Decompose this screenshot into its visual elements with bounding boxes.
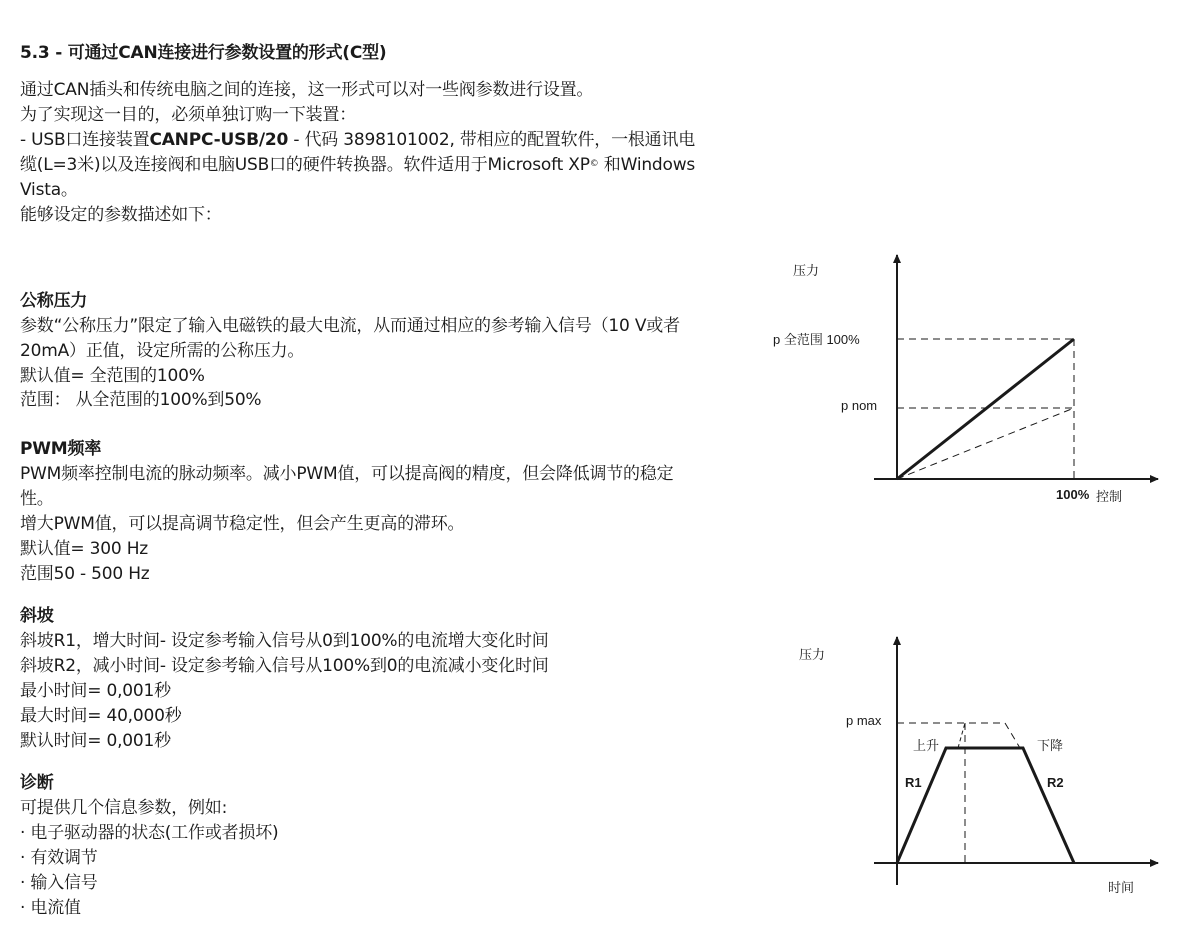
nominal-pressure-line-3: 默认值= 全范围的100% — [20, 366, 205, 386]
diagnostics-item: · 电流值 — [20, 898, 81, 918]
intro-line-1: 通过CAN插头和传统电脑之间的连接，这一形式可以对一些阀参数进行设置。 — [20, 80, 594, 100]
diagnostics-item: · 输入信号 — [20, 873, 98, 893]
nominal-pressure-line-1: 参数“公称压力”限定了输入电磁铁的最大电流，从而通过相应的参考输入信号（10 V或者 — [20, 316, 680, 336]
pwm-line-4: 默认值= 300 Hz — [20, 539, 149, 559]
y-axis-label: 压力 — [793, 263, 820, 278]
ramp-ideal-profile — [897, 723, 1020, 748]
copyright-mark: © — [589, 159, 599, 169]
p-nom-label: p nom — [841, 398, 878, 413]
fall-label: 下降 — [1037, 738, 1064, 753]
diagnostics-item: · 电子驱动器的状态(工作或者损坏) — [20, 823, 279, 843]
intro-line-6: 能够设定的参数描述如下： — [20, 205, 222, 225]
x-tick-label: 100% — [1056, 487, 1090, 502]
r2-label: R2 — [1047, 775, 1064, 790]
ramp-line-1: 斜坡R1，增大时间- 设定参考输入信号从0到100%的电流增大变化时间 — [20, 631, 549, 651]
intro-line-2: 为了实现这一目的，必须单独订购一下装置： — [20, 105, 356, 125]
ramp-line-5: 默认时间= 0,001秒 — [20, 731, 171, 751]
pwm-line-3: 增大PWM值，可以提高调节稳定性，但会产生更高的滞环。 — [20, 514, 465, 534]
nominal-pressure-title: 公称压力 — [20, 291, 88, 311]
pwm-line-2: 性。 — [20, 489, 54, 509]
intro-line-4-suffix: 和Windows — [598, 155, 696, 175]
pwm-line-1: PWM频率控制电流的脉动频率。减小PWM值，可以提高阀的精度，但会降低调节的稳定 — [20, 464, 674, 484]
diagnostics-item: · 有效调节 — [20, 848, 98, 868]
p-full-label: p 全范围 100% — [773, 332, 860, 347]
diagnostics-line-1: 可提供几个信息参数，例如: — [20, 798, 228, 818]
section-heading: 5.3 - 可通过CAN连接进行参数设置的形式(C型) — [20, 43, 387, 63]
ramp-line-3: 最小时间= 0,001秒 — [20, 681, 171, 701]
intro-line-3 — [20, 128, 695, 152]
device-name: CANPC-USB/20 — [149, 130, 289, 150]
diagnostics-title: 诊断 — [20, 773, 54, 793]
nominal-curve — [897, 408, 1074, 479]
ramp-line-4: 最大时间= 40,000秒 — [20, 706, 182, 726]
full-range-curve — [897, 339, 1074, 479]
ramp-rise-slope-guide — [958, 723, 965, 748]
ramp-title: 斜坡 — [20, 606, 54, 626]
intro-line-3-suffix: - 代码 3898101002, 带相应的配置软件，一根通讯电 — [288, 130, 696, 150]
nominal-pressure-line-2: 20mA）正值，设定所需的公称压力。 — [20, 341, 305, 361]
pwm-title: PWM频率 — [20, 439, 102, 459]
x-axis-label: 控制 — [1096, 489, 1123, 504]
ramp-x-axis-label: 时间 — [1108, 880, 1135, 895]
r1-label: R1 — [905, 775, 922, 790]
intro-line-4 — [20, 153, 695, 177]
nominal-pressure-line-4: 范围： 从全范围的100%到50% — [20, 390, 262, 410]
p-max-label: p max — [846, 713, 882, 728]
ramp-line-2: 斜坡R2，减小时间- 设定参考输入信号从100%到0的电流减小变化时间 — [20, 656, 549, 676]
rise-label: 上升 — [913, 738, 940, 753]
pwm-line-5: 范围50 - 500 Hz — [20, 564, 150, 584]
intro-line-5: Vista。 — [20, 180, 78, 200]
ramp-profile — [897, 748, 1074, 863]
intro-line-4-prefix: 缆(L=3米)以及连接阀和电脑USB口的硬件转换器。软件适用于Microsoft XP — [20, 155, 590, 175]
intro-line-3-prefix: - USB口连接装置 — [20, 130, 150, 150]
ramp-y-axis-label: 压力 — [799, 647, 826, 662]
